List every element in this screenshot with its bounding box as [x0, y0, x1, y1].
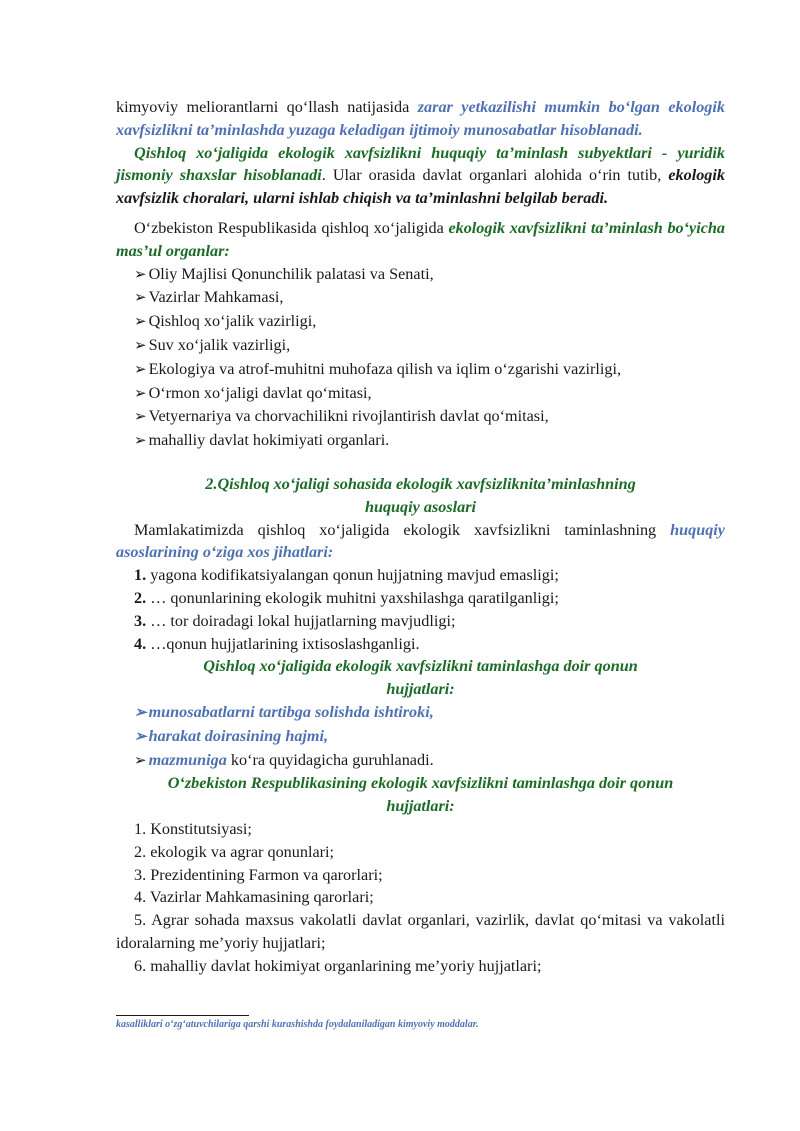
intro-text: kimyoviy meliorantlarni qo‘llash natijasida — [116, 98, 418, 116]
legal-basis-text: Mamlakatimizda qishloq xo‘jaligida ekologik xavfsizlikni taminlashning — [134, 520, 671, 539]
list-item — [116, 587, 725, 610]
list-item-text: … tor doiradagi lokal hujjatlarning mavjudligi; — [146, 611, 456, 630]
subjects-text: . Ular orasida davlat organlari alohida o‘rin tutib, — [321, 166, 669, 185]
classification-list — [116, 701, 725, 772]
list-item — [116, 263, 725, 287]
uz-laws-heading-line2: hujjatlari: — [386, 797, 455, 816]
list-item: 1. Konstitutsiyasi; — [134, 819, 252, 838]
acts-list — [116, 818, 725, 978]
section-heading-line2: huquqiy asoslari — [364, 497, 477, 516]
list-item-text: yagona kodifikatsiyalangan qonun hujjatning mavjud emasligi; — [146, 566, 559, 585]
list-item — [116, 382, 725, 406]
list-item-text: …qonun hujjatlarining ixtisoslashganligi. — [146, 634, 420, 653]
laws-heading-line1: Qishloq xo‘jaligida ekologik xavfsizlikni taminlashga doir qonun — [203, 657, 638, 676]
paragraph-organs-intro — [116, 217, 725, 263]
paragraph-intro — [116, 96, 725, 142]
footnote-separator — [116, 1015, 249, 1016]
list-item-text: munosabatlarni tartibga solishda ishtiroki, — [148, 702, 434, 721]
list-item: 6. mahalliy davlat hokimiyat organlarining me’yoriy hujjatlari; — [134, 956, 542, 975]
item-number: 2. — [134, 588, 147, 607]
list-item-text: Qishloq xo‘jalik vazirligi, — [148, 312, 317, 331]
list-item-text: Vazirlar Mahkamasi, — [148, 288, 284, 307]
list-item — [116, 310, 725, 334]
list-item — [116, 749, 725, 773]
intro-highlight: zarar yetkazilishi mumkin bo‘lgan ekologik xavfsizlikni ta’minlashda yuzaga keladigan ijtimoiy munosabatlar hisoblanadi. — [116, 98, 725, 139]
arrow-bullet-icon: ➢ — [134, 314, 147, 331]
list-item-highlight: mazmuniga — [148, 750, 227, 769]
arrow-bullet-icon: ➢ — [134, 728, 147, 745]
list-item — [116, 286, 725, 310]
list-item: 2. ekologik va agrar qonunlari; — [134, 842, 335, 861]
organs-intro-highlight: ekologik xavfsizlikni ta’minlash bo‘yicha mas’ul organlar: — [116, 218, 725, 260]
list-item-text: mahalliy davlat hokimiyati organlari. — [148, 431, 390, 450]
arrow-bullet-icon: ➢ — [134, 337, 147, 354]
list-item — [116, 701, 725, 725]
list-item-text: Suv xo‘jalik vazirligi, — [148, 335, 291, 354]
subjects-highlight: Qishloq xo‘jaligida ekologik xavfsizlikni huquqiy ta’minlash subyektlari - yuridik jismoniy shaxslar hisoblanadi — [116, 143, 725, 185]
list-item — [116, 564, 725, 587]
list-item — [116, 725, 725, 749]
section-heading — [116, 473, 725, 519]
item-number: 3. — [134, 611, 147, 630]
list-item: 5. Agrar sohada maxsus vakolatli davlat organlari, vazirlik, davlat qo‘mitasi va vakolatli idoralarning me’yoriy hujjatlari; — [116, 911, 725, 952]
laws-heading — [116, 655, 725, 701]
uz-laws-heading-line1: O‘zbekiston Respublikasining ekologik xavfsizlikni taminlashga doir qonun — [167, 774, 674, 793]
list-item — [116, 610, 725, 633]
paragraph-subjects — [116, 142, 725, 210]
list-item — [116, 334, 725, 358]
list-item-text: Vetyernariya va chorvachilikni rivojlantirish davlat qo‘mitasi, — [148, 407, 549, 426]
footnote-text: kasalliklari o‘zg‘atuvchilariga qarshi kurashishda foydalaniladigan kimyoviy moddalar. — [116, 1019, 479, 1030]
list-item — [116, 405, 725, 429]
arrow-bullet-icon: ➢ — [134, 409, 147, 426]
list-item-text: harakat doirasining hajmi, — [148, 726, 329, 745]
list-item-text: ko‘ra quyidagicha guruhlanadi. — [226, 750, 434, 769]
arrow-bullet-icon: ➢ — [134, 361, 147, 378]
subjects-bold: ekologik xavfsizlik choralari, ularni ishlab chiqish va ta’minlashni belgilab beradi. — [116, 166, 725, 208]
document-page — [116, 96, 725, 977]
list-item-text: Oliy Majlisi Qonunchilik palatasi va Senati, — [148, 264, 434, 283]
arrow-bullet-icon: ➢ — [134, 704, 147, 721]
arrow-bullet-icon: ➢ — [134, 752, 147, 769]
arrow-bullet-icon: ➢ — [134, 290, 147, 307]
arrow-bullet-icon: ➢ — [134, 385, 147, 402]
list-item: 3. Prezidentining Farmon va qarorlari; — [134, 865, 383, 884]
legal-basis-highlight: huquqiy asoslarining o‘ziga xos jihatlari: — [116, 520, 725, 562]
list-item-text: Ekologiya va atrof-muhitni muhofaza qilish va iqlim o‘zgarishi vazirligi, — [148, 359, 622, 378]
organs-intro-text: O‘zbekiston Respublikasida qishloq xo‘jaligida — [134, 218, 449, 237]
uz-laws-heading — [116, 772, 725, 818]
list-item — [116, 429, 725, 453]
list-item — [116, 358, 725, 382]
list-item: 4. Vazirlar Mahkamasining qarorlari; — [134, 888, 374, 907]
section-heading-line1: 2.Qishloq xo‘jaligi sohasida ekologik xavfsizliknita’minlashning — [205, 474, 636, 493]
laws-heading-line2: hujjatlari: — [386, 680, 455, 699]
item-number: 4. — [134, 634, 147, 653]
paragraph-legal-basis — [116, 519, 725, 565]
organs-list — [116, 263, 725, 453]
item-number: 1. — [134, 566, 147, 585]
features-list — [116, 564, 725, 655]
list-item-text: … qonunlarining ekologik muhitni yaxshilashga qaratilganligi; — [146, 588, 559, 607]
list-item-text: O‘rmon xo‘jaligi davlat qo‘mitasi, — [148, 383, 372, 402]
arrow-bullet-icon: ➢ — [134, 266, 147, 283]
arrow-bullet-icon: ➢ — [134, 433, 147, 450]
list-item — [116, 633, 725, 656]
